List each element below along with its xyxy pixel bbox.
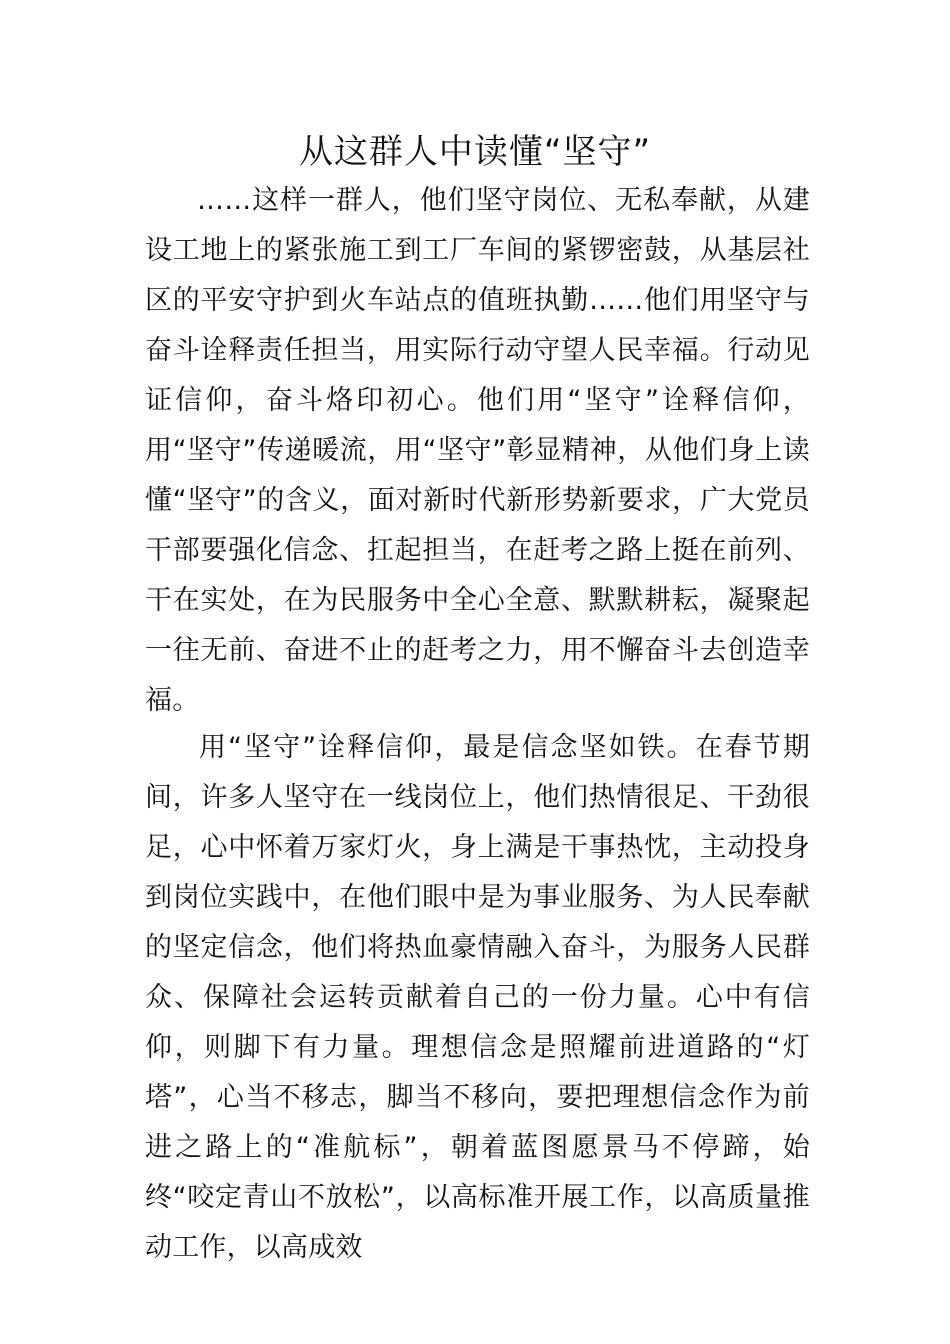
document-title: 从这群人中读懂“坚守” [298, 132, 652, 172]
body-paragraph-1: ……这样一群人，他们坚守岗位、无私奉献，从建设工地上的紧张施工到工厂车间的紧锣密鼓，从基层社区的平安守护到火车站点的值班执勤……他们用坚守与奋斗诠释责任担当，用实际行动守望人民幸福。行动见证信仰，奋斗烙印初心。他们用“坚守”诠释信仰，用“坚守”传递暖流，用“坚守”彰显精神，从他们身上读懂“坚守”的含义，面对新时代新形势新要求，广大党员干部要强化信念、扛起担当，在赶考之路上挺在前列、干在实处，在为民服务中全心全意、默默耕耘，凝聚起一往无前、奋进不止的赶考之力，用不懈奋斗去创造幸福。 [145, 185, 810, 716]
body-paragraph-2: 用“坚守”诠释信仰，最是信念坚如铁。在春节期间，许多人坚守在一线岗位上，他们热情很足、干劲很足，心中怀着万家灯火，身上满是干事热忱，主动投身到岗位实践中，在他们眼中是为事业服务、为人民奉献的坚定信念，他们将热血豪情融入奋斗，为服务人民群众、保障社会运转贡献着自己的一份力量。心中有信仰，则脚下有力量。理想信念是照耀前进道路的“灯塔”，心当不移志，脚当不移向，要把理想信念作为前进之路上的“准航标”，朝着蓝图愿景马不停蹄，始终“咬定青山不放松”，以高标准开展工作，以高质量推动工作，以高成效 [145, 732, 810, 1263]
